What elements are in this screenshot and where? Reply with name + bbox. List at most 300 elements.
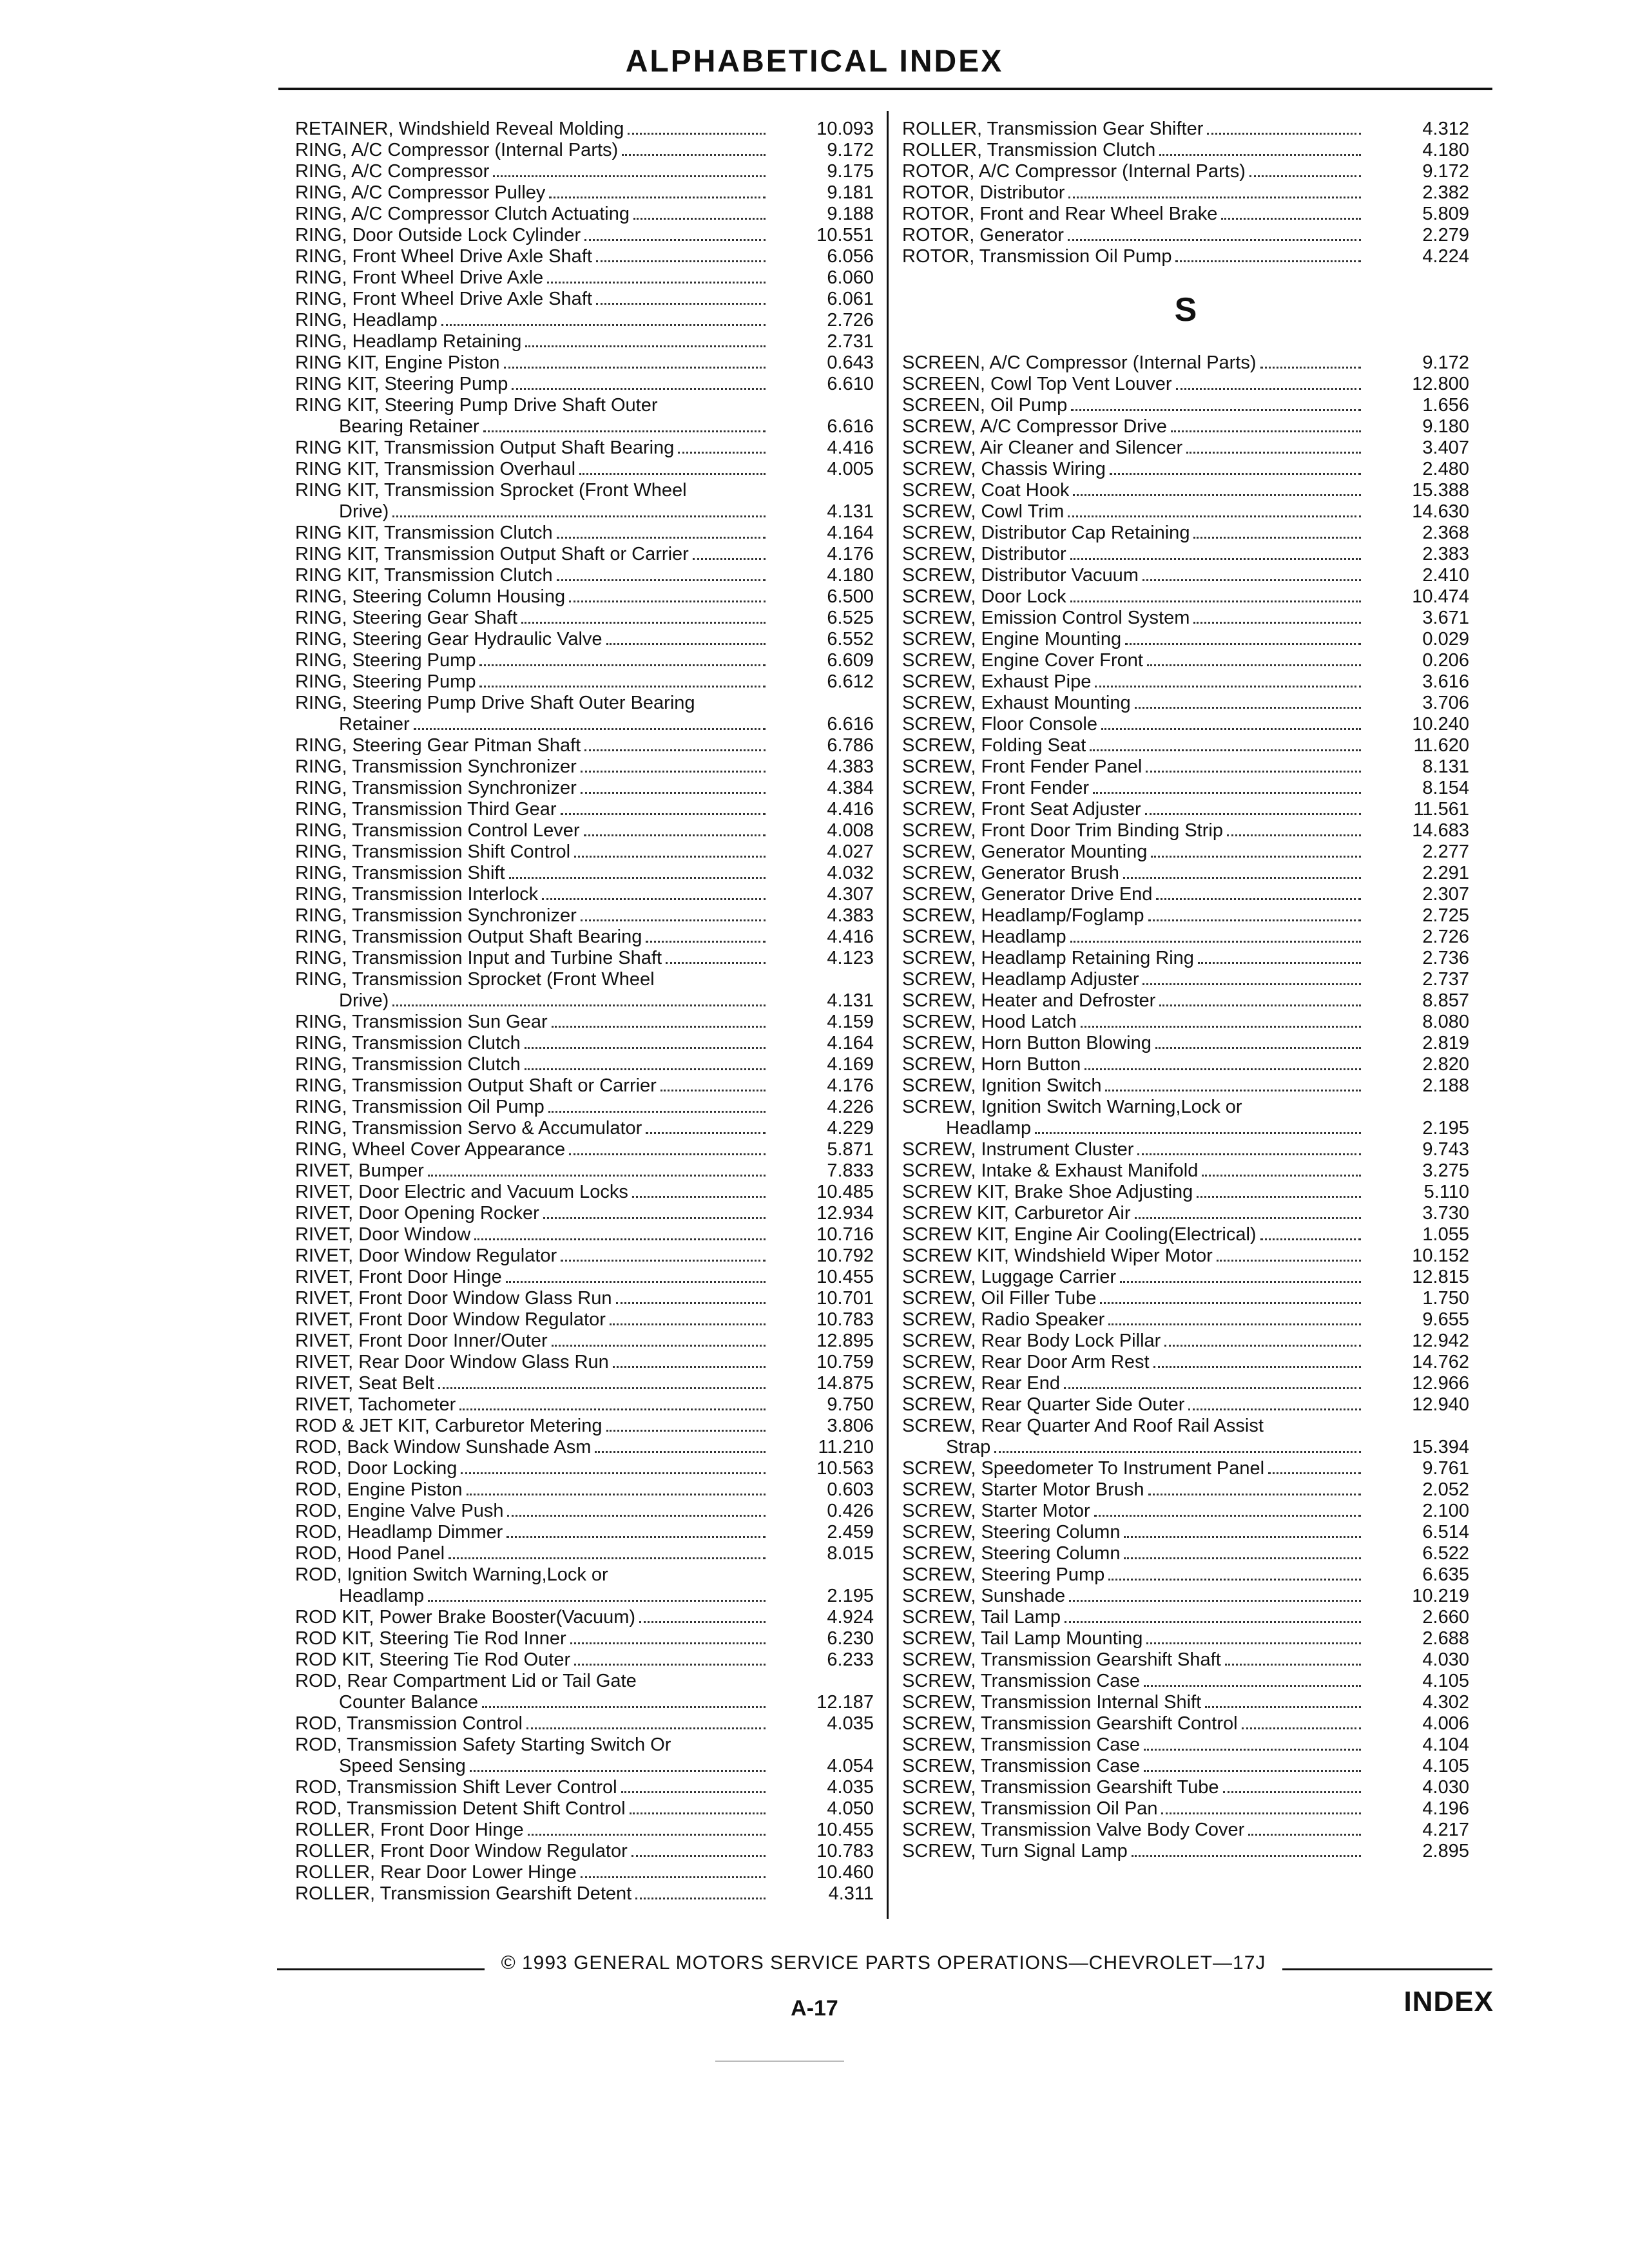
dot-leader: [1202, 1175, 1361, 1177]
index-entry: [902, 1756, 1469, 1777]
dot-leader: [632, 1196, 766, 1198]
entry-name: SCREW, Rear Quarter Side Outer: [902, 1394, 1185, 1415]
entry-page-ref: 6.514: [1422, 1522, 1469, 1542]
index-entry: [295, 161, 874, 182]
index-entry: [295, 1267, 874, 1288]
entry-name: RING, Steering Gear Hydraulic Valve: [295, 629, 602, 649]
index-entry: [295, 1373, 874, 1394]
dot-leader: [606, 1430, 766, 1432]
dot-leader: [678, 452, 766, 454]
entry-name: SCREW KIT, Carburetor Air: [902, 1203, 1131, 1224]
index-entry: [295, 140, 874, 161]
entry-name: SCREW, Steering Column: [902, 1543, 1121, 1564]
entry-name: ROD, Back Window Sunshade Asm: [295, 1437, 592, 1457]
dot-leader: [646, 941, 766, 943]
dot-leader: [581, 792, 766, 794]
entry-page-ref: 3.706: [1422, 693, 1469, 713]
dot-leader: [1090, 749, 1361, 751]
entry-page-ref: 4.008: [827, 820, 874, 841]
entry-name: ROD, Hood Panel: [295, 1543, 445, 1564]
entry-page-ref: 11.620: [1413, 735, 1469, 756]
entry-page-ref: 10.152: [1412, 1245, 1469, 1266]
entry-page-ref: 12.942: [1412, 1331, 1469, 1351]
index-entry: [295, 756, 874, 778]
index-group-r: [902, 119, 1469, 267]
entry-page-ref: 4.105: [1422, 1756, 1469, 1776]
dot-leader: [1153, 1366, 1361, 1368]
entry-name: ROD, Transmission Safety Starting Switch Or: [295, 1735, 671, 1755]
entry-page-ref: 1.656: [1422, 395, 1469, 416]
dot-leader: [1207, 133, 1361, 135]
dot-leader: [1198, 962, 1361, 964]
dot-leader: [1124, 1536, 1361, 1538]
index-entry: [902, 735, 1469, 756]
index-entry: [902, 905, 1469, 927]
entry-name: SCREW, Transmission Case: [902, 1756, 1141, 1776]
index-entry: [902, 1309, 1469, 1331]
entry-page-ref: 2.100: [1422, 1501, 1469, 1521]
entry-name: SCREW, Air Cleaner and Silencer: [902, 437, 1183, 458]
dot-leader: [1148, 919, 1361, 921]
entry-name: RING, Transmission Clutch: [295, 1054, 521, 1075]
index-entry: [295, 1182, 874, 1203]
dot-leader: [570, 1642, 766, 1644]
entry-name: SCREW, Generator Mounting: [902, 841, 1148, 862]
entry-page-ref: 8.154: [1422, 778, 1469, 798]
index-entry: [295, 1841, 874, 1862]
entry-name: SCREW, Transmission Valve Body Cover: [902, 1820, 1245, 1840]
entry-page-ref: 10.701: [816, 1288, 874, 1309]
dot-leader: [552, 1345, 766, 1347]
dot-leader: [1071, 409, 1361, 411]
entry-name: SCREEN, Oil Pump: [902, 395, 1068, 416]
dot-leader: [633, 218, 766, 220]
dot-leader: [1193, 537, 1361, 539]
index-group-s: [902, 352, 1469, 1862]
dot-leader: [584, 749, 766, 751]
entry-page-ref: 8.080: [1422, 1012, 1469, 1032]
entry-page-ref: 2.410: [1422, 565, 1469, 586]
entry-name: Drive): [339, 990, 389, 1011]
entry-page-ref: 3.730: [1422, 1203, 1469, 1224]
entry-name: ROD, Engine Valve Push: [295, 1501, 504, 1521]
index-entry: [295, 1458, 874, 1479]
entry-page-ref: 6.616: [827, 714, 874, 735]
entry-name: SCREW, Headlamp/Foglamp: [902, 905, 1144, 926]
entry-page-ref: 8.131: [1422, 756, 1469, 777]
index-entry: [295, 799, 874, 820]
index-entry: [295, 352, 874, 374]
index-entry: [295, 884, 874, 905]
index-entry: [902, 352, 1469, 374]
entry-name: SCREW, Engine Mounting: [902, 629, 1122, 649]
dot-leader: [526, 1727, 766, 1729]
dot-leader: [561, 1260, 766, 1262]
entry-name: RING, Transmission Shift: [295, 863, 505, 883]
entry-name: RING, A/C Compressor Clutch Actuating: [295, 204, 630, 224]
column-divider: [887, 111, 889, 1919]
index-entry: [295, 1416, 874, 1437]
entry-page-ref: 4.123: [827, 948, 874, 968]
entry-page-ref: 5.110: [1423, 1182, 1469, 1202]
dot-leader: [438, 1387, 766, 1389]
entry-page-ref: 4.180: [1422, 140, 1469, 160]
entry-name: SCREW, Sunshade: [902, 1586, 1066, 1606]
index-entry: [295, 204, 874, 225]
entry-name: RING, Steering Pump: [295, 650, 476, 671]
entry-page-ref: 7.833: [827, 1160, 874, 1181]
index-entry: [902, 395, 1469, 416]
dot-leader: [1221, 218, 1361, 220]
dot-leader: [1193, 622, 1361, 624]
entry-page-ref: 4.226: [827, 1097, 874, 1117]
dot-leader: [1081, 1026, 1361, 1028]
dot-leader: [1176, 388, 1361, 390]
index-entry: [902, 671, 1469, 693]
index-entry: [902, 820, 1469, 841]
entry-name: RING, Transmission Clutch: [295, 1033, 521, 1053]
index-entry: [295, 820, 874, 841]
section-label: INDEX: [1403, 1986, 1494, 2017]
index-entry: [902, 1628, 1469, 1649]
dot-leader: [1186, 452, 1361, 454]
index-entry: [295, 437, 874, 459]
index-entry: [902, 246, 1469, 267]
title-rule: [278, 88, 1492, 90]
entry-page-ref: 9.761: [1422, 1458, 1469, 1479]
footer-rule-right: [1282, 1968, 1492, 1970]
index-entry: [295, 1203, 874, 1224]
dot-leader: [1225, 1664, 1361, 1666]
entry-name: ROLLER, Front Door Window Regulator: [295, 1841, 628, 1861]
index-entry: [902, 1649, 1469, 1671]
index-entry: [295, 1288, 874, 1309]
index-entry: [295, 1607, 874, 1628]
index-entry: [902, 969, 1469, 990]
index-entry: [295, 1522, 874, 1543]
index-entry: [295, 671, 874, 693]
entry-page-ref: 10.716: [816, 1224, 874, 1245]
index-entry: [902, 1671, 1469, 1692]
entry-page-ref: 6.525: [827, 608, 874, 628]
index-entry: [295, 608, 874, 629]
entry-page-ref: 2.459: [827, 1522, 874, 1542]
entry-name: SCREW, Horn Button: [902, 1054, 1081, 1075]
entry-page-ref: 4.302: [1422, 1692, 1469, 1713]
index-entry: [902, 1522, 1469, 1543]
dot-leader: [1035, 1132, 1361, 1134]
entry-name: SCREW, Cowl Trim: [902, 501, 1065, 522]
dot-leader: [521, 622, 766, 624]
dot-leader: [581, 1876, 766, 1878]
index-entry: [295, 735, 874, 756]
entry-page-ref: 6.061: [827, 289, 874, 309]
index-entry: [295, 1054, 874, 1075]
entry-name: SCREEN, Cowl Top Vent Louver: [902, 374, 1172, 394]
index-entry: [902, 1267, 1469, 1288]
entry-name: ROD & JET KIT, Carburetor Metering: [295, 1416, 602, 1436]
entry-name: RING KIT, Transmission Clutch: [295, 565, 553, 586]
entry-page-ref: 2.195: [1422, 1118, 1469, 1139]
index-entry: [902, 841, 1469, 863]
entry-page-ref: 12.187: [816, 1692, 874, 1713]
dot-leader: [1164, 1345, 1361, 1347]
index-entry: [295, 1352, 874, 1373]
entry-name: SCREW, Front Door Trim Binding Strip: [902, 820, 1223, 841]
entry-name: RING, Transmission Third Gear: [295, 799, 557, 820]
entry-name: Retainer: [339, 714, 410, 735]
dot-leader: [1148, 1494, 1362, 1495]
entry-name: RING, Transmission Input and Turbine Shaft: [295, 948, 662, 968]
entry-page-ref: 4.924: [827, 1607, 874, 1628]
dot-leader: [525, 1047, 766, 1049]
index-entry: [902, 778, 1469, 799]
index-entry: [902, 416, 1469, 437]
index-entry: [295, 714, 874, 735]
dot-leader: [414, 728, 766, 730]
index-entry: [902, 608, 1469, 629]
index-entry: [902, 140, 1469, 161]
index-entry: [902, 1075, 1469, 1097]
entry-name: RING KIT, Steering Pump: [295, 374, 508, 394]
entry-page-ref: 10.093: [816, 119, 874, 139]
entry-page-ref: 4.005: [827, 459, 874, 479]
entry-name: SCREW, Steering Column: [902, 1522, 1121, 1542]
entry-name: RING, Front Wheel Drive Axle: [295, 267, 544, 288]
index-entry: [295, 1097, 874, 1118]
entry-name: RING, Transmission Sun Gear: [295, 1012, 548, 1032]
index-entry: [902, 1394, 1469, 1416]
dot-leader: [1070, 558, 1361, 560]
entry-name: SCREW, Tail Lamp: [902, 1607, 1061, 1628]
entry-name: RING, Transmission Synchronizer: [295, 905, 577, 926]
dot-leader: [579, 473, 766, 475]
entry-name: RIVET, Door Electric and Vacuum Locks: [295, 1182, 628, 1202]
entry-name: RING, Wheel Cover Appearance: [295, 1139, 566, 1160]
entry-page-ref: 6.230: [827, 1628, 874, 1649]
dot-leader: [1132, 1855, 1361, 1857]
entry-name: SCREEN, A/C Compressor (Internal Parts): [902, 352, 1257, 373]
entry-page-ref: 4.030: [1422, 1777, 1469, 1798]
dot-leader: [616, 1302, 766, 1304]
index-entry: [902, 437, 1469, 459]
index-entry: [295, 1012, 874, 1033]
dot-leader: [1144, 1685, 1361, 1687]
entry-page-ref: 4.217: [1422, 1820, 1469, 1840]
entry-page-ref: 4.104: [1422, 1735, 1469, 1755]
entry-name: SCREW, Transmission Case: [902, 1735, 1141, 1755]
entry-page-ref: 10.485: [816, 1182, 874, 1202]
entry-name: SCREW, Transmission Case: [902, 1671, 1141, 1691]
entry-name: SCREW, Transmission Gearshift Control: [902, 1713, 1238, 1734]
dot-leader: [470, 1770, 766, 1772]
entry-page-ref: 10.455: [816, 1267, 874, 1287]
entry-name: SCREW, Emission Control System: [902, 608, 1190, 628]
page-number: A-17: [791, 1996, 838, 2021]
entry-page-ref: 4.035: [827, 1777, 874, 1798]
index-entry: [295, 1501, 874, 1522]
dot-leader: [584, 834, 766, 836]
index-entry: [902, 884, 1469, 905]
entry-page-ref: 6.616: [827, 416, 874, 437]
entry-page-ref: 14.630: [1412, 501, 1469, 522]
dot-leader: [1155, 1047, 1361, 1049]
dot-leader: [428, 1600, 766, 1602]
index-entry: [295, 927, 874, 948]
entry-page-ref: 4.159: [827, 1012, 874, 1032]
entry-name: RING, Steering Column Housing: [295, 586, 566, 607]
entry-page-ref: 9.180: [1422, 416, 1469, 437]
index-entry: [902, 1543, 1469, 1564]
entry-name: ROD, Transmission Detent Shift Control: [295, 1798, 626, 1819]
dot-leader: [646, 1132, 766, 1134]
entry-name: SCREW, Front Fender: [902, 778, 1090, 798]
index-entry: [902, 1437, 1469, 1458]
entry-name: RING, Transmission Oil Pump: [295, 1097, 545, 1117]
index-entry: [295, 1118, 874, 1139]
entry-name: SCREW, Heater and Defroster: [902, 990, 1156, 1011]
dot-leader: [482, 1706, 766, 1708]
index-entry: [902, 1160, 1469, 1182]
dot-leader: [1120, 1281, 1361, 1283]
entry-name: SCREW, Ignition Switch: [902, 1075, 1102, 1096]
index-entry: [902, 1033, 1469, 1054]
index-entry: [902, 480, 1469, 501]
entry-name: ROTOR, Generator: [902, 225, 1064, 245]
entry-name: SCREW, Steering Pump: [902, 1564, 1105, 1585]
dot-leader: [1070, 601, 1361, 602]
index-entry: [295, 182, 874, 204]
index-entry: [295, 331, 874, 352]
index-entry: [902, 1288, 1469, 1309]
dot-leader: [1094, 1515, 1361, 1517]
entry-page-ref: 2.188: [1422, 1075, 1469, 1096]
dot-leader: [1146, 1642, 1361, 1644]
entry-name: SCREW, Transmission Internal Shift: [902, 1692, 1202, 1713]
index-entry: [295, 544, 874, 565]
index-entry: [902, 1735, 1469, 1756]
dot-leader: [1147, 664, 1361, 666]
index-entry: [295, 1777, 874, 1798]
dot-leader: [1142, 983, 1361, 985]
entry-name: SCREW, Generator Brush: [902, 863, 1119, 883]
entry-page-ref: 4.164: [827, 1033, 874, 1053]
entry-page-ref: 5.871: [827, 1139, 874, 1160]
entry-name: RING, Transmission Synchronizer: [295, 778, 577, 798]
entry-page-ref: 2.660: [1422, 1607, 1469, 1628]
entry-page-ref: 4.196: [1422, 1798, 1469, 1819]
entry-name: SCREW, Door Lock: [902, 586, 1066, 607]
entry-name: ROD, Door Locking: [295, 1458, 458, 1479]
index-entry: [295, 246, 874, 267]
index-entry: [902, 459, 1469, 480]
entry-name: ROD, Rear Compartment Lid or Tail Gate: [295, 1671, 637, 1691]
index-entry: [295, 1245, 874, 1267]
entry-page-ref: 4.307: [827, 884, 874, 905]
entry-page-ref: 4.035: [827, 1713, 874, 1734]
dot-leader: [548, 1111, 766, 1113]
entry-name: RIVET, Front Door Window Regulator: [295, 1309, 606, 1330]
dot-leader: [1144, 1749, 1361, 1751]
entry-name: RING, Transmission Control Lever: [295, 820, 580, 841]
dot-leader: [1151, 856, 1361, 858]
entry-page-ref: 6.060: [827, 267, 874, 288]
entry-name: RING KIT, Transmission Sprocket (Front Wheel: [295, 480, 687, 501]
dot-leader: [1144, 1770, 1361, 1772]
entry-page-ref: 10.240: [1412, 714, 1469, 735]
dot-leader: [1188, 1408, 1361, 1410]
dot-leader: [392, 1004, 766, 1006]
entry-name: RIVET, Tachometer: [295, 1394, 456, 1415]
index-entry: [295, 1713, 874, 1735]
dot-leader: [1197, 1196, 1361, 1198]
entry-name: ROTOR, Transmission Oil Pump: [902, 246, 1172, 267]
dot-leader: [1145, 813, 1361, 815]
index-entry: [295, 1649, 874, 1671]
index-entry: [295, 289, 874, 310]
index-entry: [295, 1692, 874, 1713]
entry-page-ref: 2.195: [827, 1586, 874, 1606]
entry-page-ref: 3.275: [1422, 1160, 1469, 1181]
page-title: ALPHABETICAL INDEX: [625, 44, 1004, 79]
dot-leader: [666, 962, 766, 964]
index-entry: [902, 1777, 1469, 1798]
index-entry: [295, 1862, 874, 1883]
entry-name: RIVET, Seat Belt: [295, 1373, 434, 1394]
dot-leader: [628, 133, 766, 135]
dot-leader: [1125, 643, 1361, 645]
index-entry: [295, 225, 874, 246]
entry-name: RING, Headlamp: [295, 310, 438, 331]
entry-page-ref: 14.762: [1412, 1352, 1469, 1372]
entry-name: ROLLER, Transmission Gear Shifter: [902, 119, 1204, 139]
entry-page-ref: 4.383: [827, 905, 874, 926]
dot-leader: [1171, 430, 1361, 432]
entry-name: RING, A/C Compressor (Internal Parts): [295, 140, 619, 160]
entry-name: SCREW, Generator Drive End: [902, 884, 1153, 905]
entry-name: SCREW, Floor Console: [902, 714, 1097, 735]
entry-page-ref: 0.206: [1422, 650, 1469, 671]
entry-page-ref: 4.416: [827, 927, 874, 947]
entry-page-ref: 3.671: [1422, 608, 1469, 628]
index-entry: [295, 990, 874, 1012]
entry-page-ref: 9.172: [1422, 352, 1469, 373]
index-entry: [902, 1245, 1469, 1267]
entry-page-ref: 9.175: [827, 161, 874, 182]
entry-name: RETAINER, Windshield Reveal Molding: [295, 119, 624, 139]
index-entry: [295, 1160, 874, 1182]
index-entry: [295, 395, 874, 416]
entry-page-ref: 2.736: [1422, 948, 1469, 968]
entry-name: SCREW, Turn Signal Lamp: [902, 1841, 1128, 1861]
entry-page-ref: 9.750: [827, 1394, 874, 1415]
entry-name: RING, Front Wheel Drive Axle Shaft: [295, 246, 592, 267]
dot-leader: [630, 1812, 766, 1814]
entry-name: SCREW, Engine Cover Front: [902, 650, 1143, 671]
index-entry: [295, 1331, 874, 1352]
index-entry: [902, 204, 1469, 225]
entry-page-ref: 2.277: [1422, 841, 1469, 862]
entry-name: SCREW, Distributor Vacuum: [902, 565, 1139, 586]
index-entry: [902, 650, 1469, 671]
entry-name: Counter Balance: [339, 1692, 479, 1713]
index-entry: [295, 1586, 874, 1607]
index-entry: [295, 1479, 874, 1501]
entry-page-ref: 2.279: [1422, 225, 1469, 245]
dot-leader: [606, 643, 766, 645]
index-entry: [902, 501, 1469, 523]
dot-leader: [493, 175, 766, 177]
